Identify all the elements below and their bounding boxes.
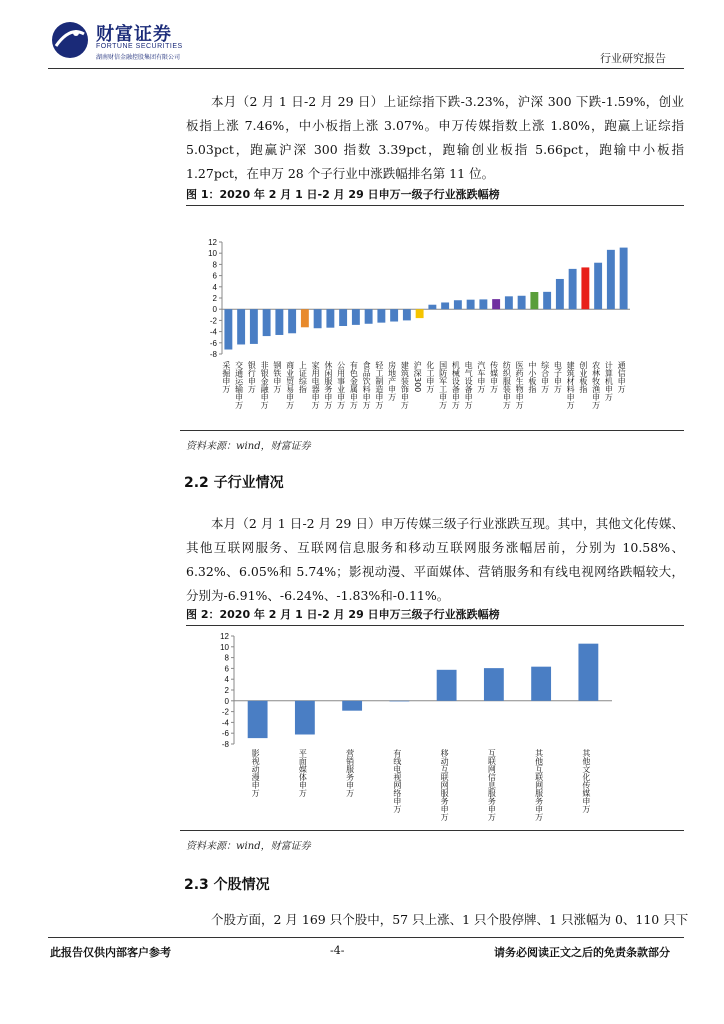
category-label-12: 轻工制造申万: [374, 361, 384, 409]
category-label-2: 营销服务申万: [345, 749, 355, 797]
y-tick-label: 12: [220, 632, 229, 641]
figure1-source: 资料来源：wind，财富证券: [186, 441, 311, 452]
fortune-securities-logo-icon: [50, 20, 90, 60]
category-label-31: 通信申万: [617, 361, 627, 393]
bar-31: [620, 248, 628, 310]
bar-17: [441, 302, 449, 309]
category-label-26: 电子申万: [553, 361, 563, 393]
y-tick-label: -6: [209, 338, 217, 348]
y-tick-label: 4: [224, 675, 229, 685]
figure2-bottom-divider: [180, 830, 684, 831]
y-tick-label: 8: [212, 260, 217, 270]
y-tick-label: 6: [224, 664, 229, 674]
figure2-chart: [186, 626, 684, 826]
bar-4: [437, 670, 457, 701]
bar-3: [389, 701, 409, 702]
y-tick-label: 10: [220, 642, 229, 652]
bar-15: [416, 309, 424, 318]
bar-22: [505, 296, 513, 309]
bar-19: [467, 300, 475, 310]
category-label-25: 综合申万: [540, 361, 550, 393]
bar-0: [224, 309, 232, 349]
category-label-14: 建筑装饰申万: [400, 361, 410, 409]
bar-5: [484, 668, 504, 701]
section-2-3-title: 2.3 个股情况: [184, 877, 270, 893]
bar-18: [454, 300, 462, 309]
category-label-22: 纺织服装申万: [502, 361, 512, 409]
y-tick-label: 6: [212, 271, 217, 281]
bar-14: [403, 309, 411, 320]
bar-7: [314, 309, 322, 328]
y-tick-label: -8: [221, 740, 229, 749]
bar-1: [237, 309, 245, 344]
y-tick-label: 0: [212, 305, 217, 315]
category-label-1: 交通运输申万: [234, 361, 244, 409]
bar-5: [288, 309, 296, 333]
bar-24: [530, 292, 538, 309]
bar-11: [365, 309, 373, 324]
bar-21: [492, 299, 500, 309]
bar-9: [339, 309, 347, 326]
category-label-30: 计算机申万: [604, 361, 614, 401]
category-label-11: 食品饮料申万: [362, 361, 372, 409]
category-label-15: 沪深300: [413, 361, 423, 393]
page-number: -4-: [330, 944, 345, 957]
y-tick-label: 8: [224, 653, 229, 663]
category-label-21: 传媒申万: [489, 361, 499, 393]
market-summary-text: 本月（2 月 1 日-2 月 29 日）上证综指下跌-3.23%，沪深 300 下跌-1.59%，创业板指上涨 7.46%，中小板指上涨 3.07%。申万传媒指数上涨 1.80%，跑赢上证综指 5.03pct，跑赢沪深 300 指数 3.39pct，跑输创业板指 5.66pct，跑输中小板指 1.27pct，在申万 28 个子行业中涨跌幅排名第 11 位。: [186, 94, 684, 181]
header-divider: [48, 68, 684, 69]
bar-12: [377, 309, 385, 322]
bar-2: [342, 701, 362, 711]
y-tick-label: 12: [208, 238, 217, 247]
category-label-5: 商业贸易申万: [285, 361, 295, 409]
footer-disclaimer-left: 此报告仅供内部客户参考: [50, 946, 171, 959]
category-label-0: 影视动漫申万: [251, 749, 261, 797]
category-label-7: 其他文化传媒申万: [581, 749, 591, 813]
y-tick-label: 2: [212, 294, 217, 303]
bar-0: [248, 701, 268, 738]
y-tick-label: 10: [208, 249, 217, 259]
category-label-24: 中小板指: [527, 361, 537, 393]
stock-text: 个股方面，2 月 169 只个股中，57 只上涨、1 只个股停牌、1 只涨幅为 0、110 只下: [211, 912, 689, 927]
category-label-27: 建筑材料申万: [566, 361, 576, 409]
bar-30: [607, 250, 615, 309]
category-label-23: 医药生物申万: [515, 361, 525, 409]
category-label-20: 汽车申万: [476, 361, 486, 393]
bar-10: [352, 309, 360, 325]
figure1-svg: [186, 206, 684, 428]
y-tick-label: -8: [209, 350, 217, 359]
category-label-29: 农林牧渔申万: [591, 361, 601, 409]
category-label-3: 有线电视网络申万: [392, 749, 402, 813]
market-summary-paragraph: [186, 90, 684, 186]
bar-29: [594, 263, 602, 309]
sub-industry-paragraph: [186, 512, 684, 608]
footer-divider: [48, 937, 684, 938]
bar-6: [301, 309, 309, 327]
bar-2: [250, 309, 258, 344]
bar-20: [479, 299, 487, 309]
figure2-caption: 图 2：2020 年 2 月 1 日-2 月 29 日申万三级子行业涨跌幅榜: [186, 606, 684, 626]
category-label-4: 移动互联网服务申万: [440, 749, 450, 821]
bar-8: [326, 309, 334, 327]
category-label-6: 其他互联网服务申万: [534, 749, 544, 821]
category-label-16: 化工申万: [425, 361, 435, 393]
y-tick-label: -4: [209, 327, 217, 337]
figure1-caption: 图 1：2020 年 2 月 1 日-2 月 29 日申万一级子行业涨跌幅榜: [186, 186, 684, 206]
bar-23: [518, 296, 526, 309]
report-type: 行业研究报告: [600, 52, 666, 65]
figure1-chart: [186, 206, 684, 428]
bar-13: [390, 309, 398, 321]
y-tick-label: -4: [221, 718, 229, 728]
bar-16: [428, 305, 436, 309]
category-label-7: 家用电器申万: [311, 361, 321, 409]
footer-disclaimer-right: 请务必阅读正文之后的免责条款部分: [494, 946, 670, 959]
y-tick-label: 0: [224, 696, 229, 706]
category-label-2: 银行申万: [247, 361, 257, 393]
bar-4: [275, 309, 283, 335]
stock-paragraph: [186, 908, 689, 932]
category-label-13: 房地产申万: [387, 361, 397, 401]
category-label-1: 平面媒体申万: [298, 749, 308, 797]
category-label-18: 机械设备申万: [451, 361, 461, 409]
category-label-8: 休闲服务申万: [323, 361, 333, 409]
bar-3: [263, 309, 271, 336]
bar-1: [295, 701, 315, 735]
figure1-bottom-divider: [180, 430, 684, 431]
bar-7: [578, 644, 598, 701]
bar-6: [531, 667, 551, 701]
bar-28: [581, 267, 589, 309]
category-label-4: 钢铁申万: [272, 361, 282, 393]
category-label-19: 电气设备申万: [464, 361, 474, 409]
figure2-svg: [186, 626, 684, 826]
bar-26: [556, 279, 564, 309]
category-label-6: 上证综指: [298, 361, 308, 393]
figure2-source: 资料来源：wind，财富证券: [186, 841, 311, 852]
y-tick-label: -2: [209, 316, 217, 326]
section-2-2-title: 2.2 子行业情况: [184, 475, 284, 491]
category-label-28: 创业板指: [578, 361, 588, 393]
brand-name-en: FORTUNE SECURITIES: [96, 43, 183, 50]
category-label-17: 国防军工申万: [438, 361, 448, 409]
sub-industry-text: 本月（2 月 1 日-2 月 29 日）申万传媒三级子行业涨跌互现。其中，其他文化传媒、其他互联网服务、互联网信息服务和移动互联网服务涨幅居前，分别为 10.58%、6.32%、6.05%和 5.74%；影视动漫、平面媒体、营销服务和有线电视网络跌幅较大，分别为-6.91%、-6.24%、-1.83%和-0.11%。: [186, 516, 684, 603]
category-label-10: 有色金属申万: [349, 361, 359, 409]
category-label-0: 采掘申万: [221, 361, 231, 393]
category-label-5: 互联网信息服务申万: [487, 749, 497, 821]
y-tick-label: 2: [224, 686, 229, 695]
brand-tagline: 湖南财信金融控股集团有限公司: [96, 54, 181, 61]
y-tick-label: -2: [221, 707, 229, 717]
category-label-3: 非银金融申万: [260, 361, 270, 409]
y-tick-label: -6: [221, 729, 229, 739]
bar-25: [543, 292, 551, 309]
y-tick-label: 4: [212, 282, 217, 292]
category-label-9: 公用事业申万: [336, 361, 346, 409]
brand-name-cn: 财富证券: [96, 24, 172, 45]
bar-27: [569, 269, 577, 309]
